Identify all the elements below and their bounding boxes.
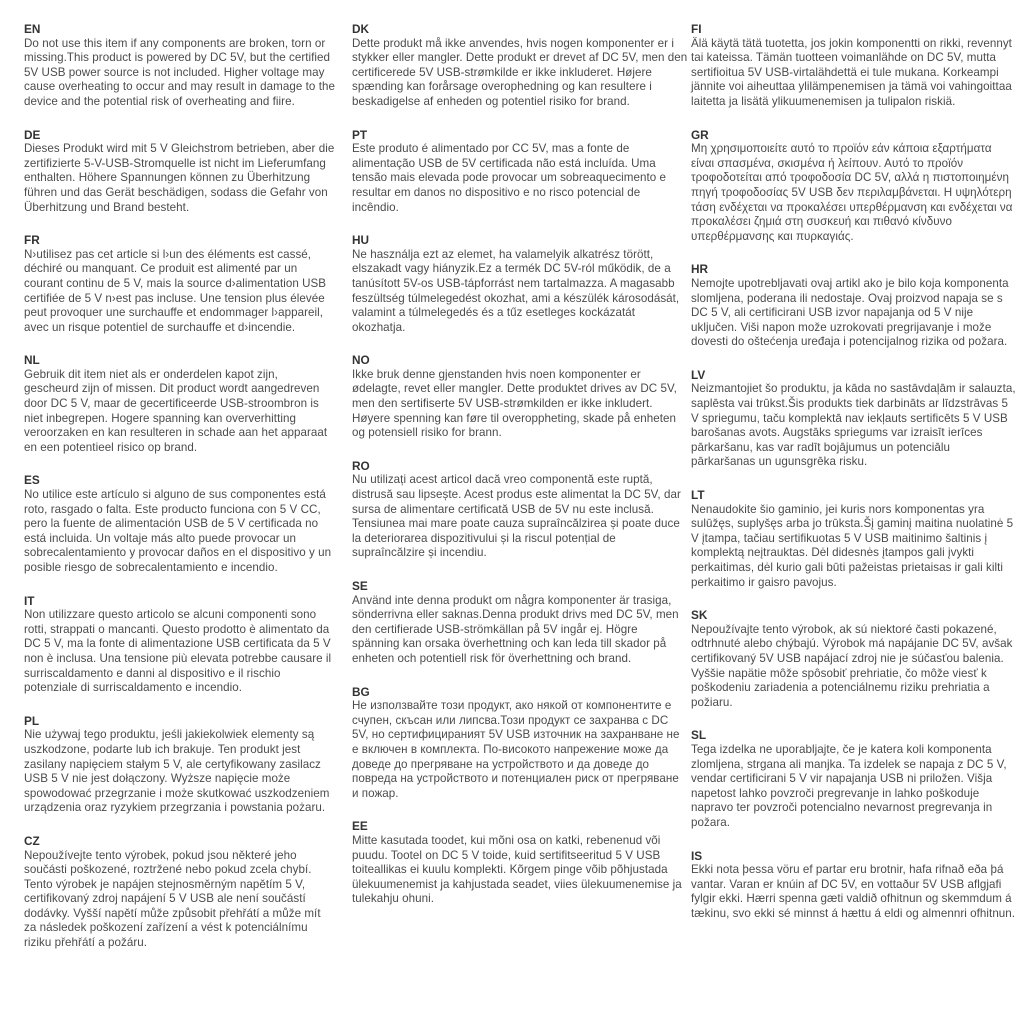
language-code-heading: ES <box>24 473 40 488</box>
language-section-cz <box>24 834 335 951</box>
language-section-es <box>24 473 335 575</box>
language-code-heading: HU <box>352 233 370 248</box>
language-column-3 <box>691 22 1016 1024</box>
language-code-heading: IS <box>691 848 703 863</box>
language-section-se <box>352 579 688 667</box>
language-section-en <box>24 22 335 110</box>
language-code-heading: DK <box>352 22 370 36</box>
language-code-heading: SK <box>691 608 708 623</box>
language-section-sk <box>691 608 1016 710</box>
language-section-ro <box>352 459 688 561</box>
language-warning-text: Ikke bruk denne gjenstanden hvis noen komponenter er ødelagte, revet eller mangler. Dette produktet drives av DC 5V, men den sertifiserte 5V USB-strømkilden er ikke inkludert. Høyere spenning kan føre til overoppheting, skade på enheten og potensiell risiko for brann. <box>352 367 677 440</box>
language-warning-text: Do not use this item if any components are broken, torn or missing.This product is powered by DC 5V, but the certified 5V USB power source is not included. Higher voltage may cause overheating to occur and may result in damage to the device and the potential risk of overheating and fiire. <box>24 36 335 108</box>
language-code-heading: GR <box>691 127 709 142</box>
language-section-fr <box>24 233 335 335</box>
language-warning-text: Nepoužívajte tento výrobok, ak sú niektoré časti pokazené, odtrhnuté alebo chýbajú. Výrobok má napájanie DC 5V, avšak certifikovaný 5V USB napájací zdroj nie je súčasťou balenia. Vyššie napätie môže spôsobiť prehriatie, čo môže viesť k poškodeniu zariadenia a potenciálnemu riziku prehriatia a požiaru. <box>691 622 1013 709</box>
language-warning-text: Не използвайте този продукт, ако някой от компонентите е счупен, скъсан или липсва.Този продукт се захранва с DC 5V, но сертифицираният 5V USB източник на захранване не е включен в комплекта. По-високото напрежение може да доведе до прегряване на устройството и да доведе до повреда на устройството и потенциален риск от прегряване и пожар. <box>352 699 680 800</box>
language-section-de <box>24 128 335 216</box>
language-warning-text: Nemojte upotrebljavati ovaj artikl ako je bilo koja komponenta slomljena, poderana ili nedostaje. Ovaj proizvod napaja se s DC 5 V, ali certificirani USB izvor napajanja od 5 V nije uključen. Viši napon može uzrokovati pregrijavanje i može dovesti do oštećenja uređaja i potencijalnog rizika od požara. <box>691 276 1009 349</box>
language-code-heading: EE <box>352 819 368 834</box>
language-code-heading: NO <box>352 353 370 368</box>
language-code-heading: HR <box>691 262 709 277</box>
language-warning-text: Neizmantojiet šo produktu, ja kāda no sastāvdaļām ir salauzta, saplēsta vai trūkst.Šis produkts tiek darbināts ar līdzstrāvas 5 V spriegumu, taču komplektā nav iekļauts sertificēts 5 V USB barošanas avots. Augstāks spriegums var izraisīt ierīces pārkaršanu, kas var radīt bojājumus un potenciālu pārkaršanas un ugunsgrēka risku. <box>691 382 1016 469</box>
language-section-fi <box>691 22 1016 110</box>
language-code-heading: NL <box>24 353 40 368</box>
language-warning-text: Dette produkt må ikke anvendes, hvis nogen komponenter er i stykker eller mangler. Dette produkt er drevet af DC 5V, men den certificerede 5V USB-strømkilde er ikke inkluderet. Højere spænding kan forårsage overophedning og kan resultere i beskadigelse af enheden og potentiel risiko for brand. <box>352 36 688 108</box>
language-warning-text: Nepoužívejte tento výrobek, pokud jsou některé jeho součásti poškozené, roztržené nebo pokud zcela chybí. Tento výrobek je napájen stejnosměrným napětím 5 V, certifikovaný zdroj napájení 5 V USB ale není součástí dodávky. Vyšší napětí může způsobit přehřátí a může mít za následek poškození zařízení a vést k potenciálnímu riziku přehřátí a požáru. <box>24 848 321 950</box>
language-warning-text: Μη χρησιμοποιείτε αυτό το προϊόν εάν κάποια εξαρτήματα είναι σπασμένα, σκισμένα ή λείπουν. Αυτό το προϊόν τροφοδοτείται από τροφοδοσία DC 5V, αλλά η πιστοποιημένη πηγή τροφοδοσίας 5V USB δεν περιλαμβάνεται. Η υψηλότερη τάση ενδέχεται να προκαλέσει υπερθέρμανση και ενδέχεται να προκαλέσει ζημιά στη συσκευή και πιθανό κίνδυνο υπερθέρμανσης και πυρκαγιάς. <box>691 142 1013 243</box>
language-code-heading: PT <box>352 127 368 142</box>
language-code-heading: IT <box>24 593 35 608</box>
language-code-heading: BG <box>352 684 370 699</box>
language-section-no <box>352 353 688 441</box>
language-warning-text: Ekki nota þessa vöru ef partar eru brotnir, hafa rifnað eða þá vantar. Varan er knúin af DC 5V, en vottaður 5V USB aflgjafi fylgir ekki. Hærri spenna gæti valdið ofhitnun og skemmdum á tækinu, svo ekki sé minnst á hættu á eldi og almennri ofhitnun. <box>691 863 1016 920</box>
language-section-pt <box>352 128 688 216</box>
language-section-ee <box>352 819 688 907</box>
language-section-pl <box>24 714 335 816</box>
language-code-heading: PL <box>24 713 40 728</box>
language-code-heading: LV <box>691 367 706 382</box>
language-warning-text: Nie używaj tego produktu, jeśli jakiekolwiek elementy są uszkodzone, podarte lub ich brakuje. Ten produkt jest zasilany napięciem stałym 5 V, ale certyfikowany zasilacz USB 5 V nie jest dołączony. Wyższe napięcie może spowodować przegrzanie i może skutkować uszkodzeniem urządzenia oraz ryzykiem przegrzania i powstania pożaru. <box>24 728 330 815</box>
language-section-sl <box>691 728 1016 830</box>
language-section-lv <box>691 368 1016 470</box>
language-code-heading: EN <box>24 22 41 36</box>
language-column-2 <box>352 22 688 1024</box>
language-warning-text: No utilice este artículo si alguno de sus componentes está roto, rasgado o falta. Este producto funciona con 5 V CC, pero la fuente de alimentación USB de 5 V certificada no está incluida. Un voltaje más alto puede provocar un sobrecalentamiento y provocar daños en el dispositivo y un posible riesgo de sobrecalentamiento e incendio. <box>24 488 332 574</box>
language-section-bg <box>352 685 688 802</box>
language-warning-text: Ne használja ezt az elemet, ha valamelyik alkatrész törött, elszakadt vagy hiányzik.Ez a termék DC 5V-ról működik, de a tanúsított 5V-os USB-tápforrást nem tartalmazza. A magasabb feszültség túlmelegedést okozhat, ami a készülék károsodását, valamint a túlmelegedés és a tűz esetleges kockázatát okozhatja. <box>352 247 680 334</box>
language-warning-text: N›utilisez pas cet article si l›un des éléments est cassé, déchiré ou manquant. Ce produit est alimenté par un courant continu de 5 V, mais la source d›alimentation USB certifiée de 5 V n›est pas incluse. Une tension plus élevée peut provoquer une surchauffe et endommager l›appareil, avec un risque potentiel de surchauffe et d›incendie. <box>24 247 327 334</box>
language-warning-text: Nenaudokite šio gaminio, jei kuris nors komponentas yra sulūžęs, suplyšęs arba jo trūksta.Šį gaminį maitina nuolatinė 5 V įtampa, tačiau sertifikuotas 5 V USB maitinimo šaltinis į komplektą neįtrauktas. Dėl didesnės įtampos gali įvykti perkaitimas, dėl kurio gali būti pažeistas prietaisas ir gali kilti perkaitimo ir gaisro pavojus. <box>691 502 1014 589</box>
language-warning-text: Nu utilizați acest articol dacă vreo componentă este ruptă, distrusă sau lipsește. Acest produs este alimentat la DC 5V, dar sursa de alimentare certificată USB de 5V nu este inclusă. Tensiunea mai mare poate cauza supraîncălzirea și poate duce la deteriorarea dispozitivului și la riscul potențial de supraîncălzire și incendiu. <box>352 473 681 560</box>
language-code-heading: SE <box>352 579 368 593</box>
language-warning-text: Tega izdelka ne uporabljajte, če je katera koli komponenta zlomljena, strgana ali manjka. Ta izdelek se napaja z DC 5 V, vendar certificirani 5 V vir napajanja USB ni priložen. Višja napetost lahko povzroči pregrevanje in lahko poškoduje napravo ter povzroči potencialno nevarnost pregrevanja in požara. <box>691 742 1007 829</box>
language-code-heading: SL <box>691 728 707 743</box>
language-warning-text: Mitte kasutada toodet, kui mõni osa on katki, rebenenud või puudu. Tootel on DC 5 V toide, kuid sertifitseeritud 5 V USB toiteallikas ei kuulu komplekti. Kõrgem pinge võib põhjustada ülekuumenemist ja kahjustada seadet, viies ülekuumenemise ja tulekahju ohuni. <box>352 833 682 906</box>
language-warning-text: Gebruik dit item niet als er onderdelen kapot zijn, gescheurd zijn of missen. Dit product wordt aangedreven door DC 5 V, maar de gecertificeerde USB-stroombron is niet inbegrepen. Hogere spanning kan oververhitting veroorzaken en kan resulteren in schade aan het apparaat en een potentieel risico op brand. <box>24 367 328 454</box>
language-section-dk <box>352 22 688 110</box>
language-code-heading: LT <box>691 488 705 503</box>
language-warning-text: Använd inte denna produkt om några komponenter är trasiga, sönderrivna eller saknas.Denna produkt drivs med DC 5V, men den certifierade USB-strömkällan på 5V ingår ej. Högre spänning kan orsaka överhettning och kan leda till skador på enheten och potentiell risk för överhettning och brand. <box>352 593 679 665</box>
language-code-heading: FI <box>691 22 702 36</box>
language-section-hu <box>352 233 688 335</box>
language-section-lt <box>691 488 1016 590</box>
language-code-heading: FR <box>24 233 40 248</box>
language-warning-text: Dieses Produkt wird mit 5 V Gleichstrom betrieben, aber die zertifizierte 5-V-USB-Stromquelle ist nicht im Lieferumfang enthalten. Höhere Spannungen können zu Überhitzung führen und das Gerät beschädigen, sodass die Gefahr von Überhitzung und Brand besteht. <box>24 142 335 214</box>
language-warning-text: Este produto é alimentado por CC 5V, mas a fonte de alimentação USB de 5V certificada não está incluída. Uma tensão mais elevada pode provocar um sobreaquecimento e resultar em danos no dispositivo e no risco potencial de incêndio. <box>352 142 667 214</box>
language-section-it <box>24 594 335 696</box>
language-code-heading: DE <box>24 127 41 142</box>
language-code-heading: CZ <box>24 833 40 848</box>
language-section-nl <box>24 353 335 455</box>
language-warning-text: Älä käytä tätä tuotetta, jos jokin komponentti on rikki, revennyt tai kateissa. Tämän tuotteen voimanlähde on DC 5V, mutta sertifioitua 5V USB-virtalähdettä ei tule mukana. Korkeampi jännite voi aiheuttaa ylilämpenemisen ja tämä voi vahingoittaa laitetta ja lisätä ylikuumenemisen ja tulipalon riskiä. <box>691 36 1012 108</box>
language-section-gr <box>691 128 1016 245</box>
language-section-is <box>691 849 1016 922</box>
language-column-1 <box>24 22 335 1024</box>
language-section-hr <box>691 262 1016 350</box>
language-warning-text: Non utilizzare questo articolo se alcuni componenti sono rotti, strappati o mancanti. Questo prodotto è alimentato da DC 5 V, ma la fonte di alimentazione USB certificata da 5 V non è inclusa. Una tensione più elevata potrebbe causare il surriscaldamento e danni al dispositivo e il rischio potenziale di surriscaldamento e incendio. <box>24 608 332 695</box>
language-code-heading: RO <box>352 458 370 473</box>
